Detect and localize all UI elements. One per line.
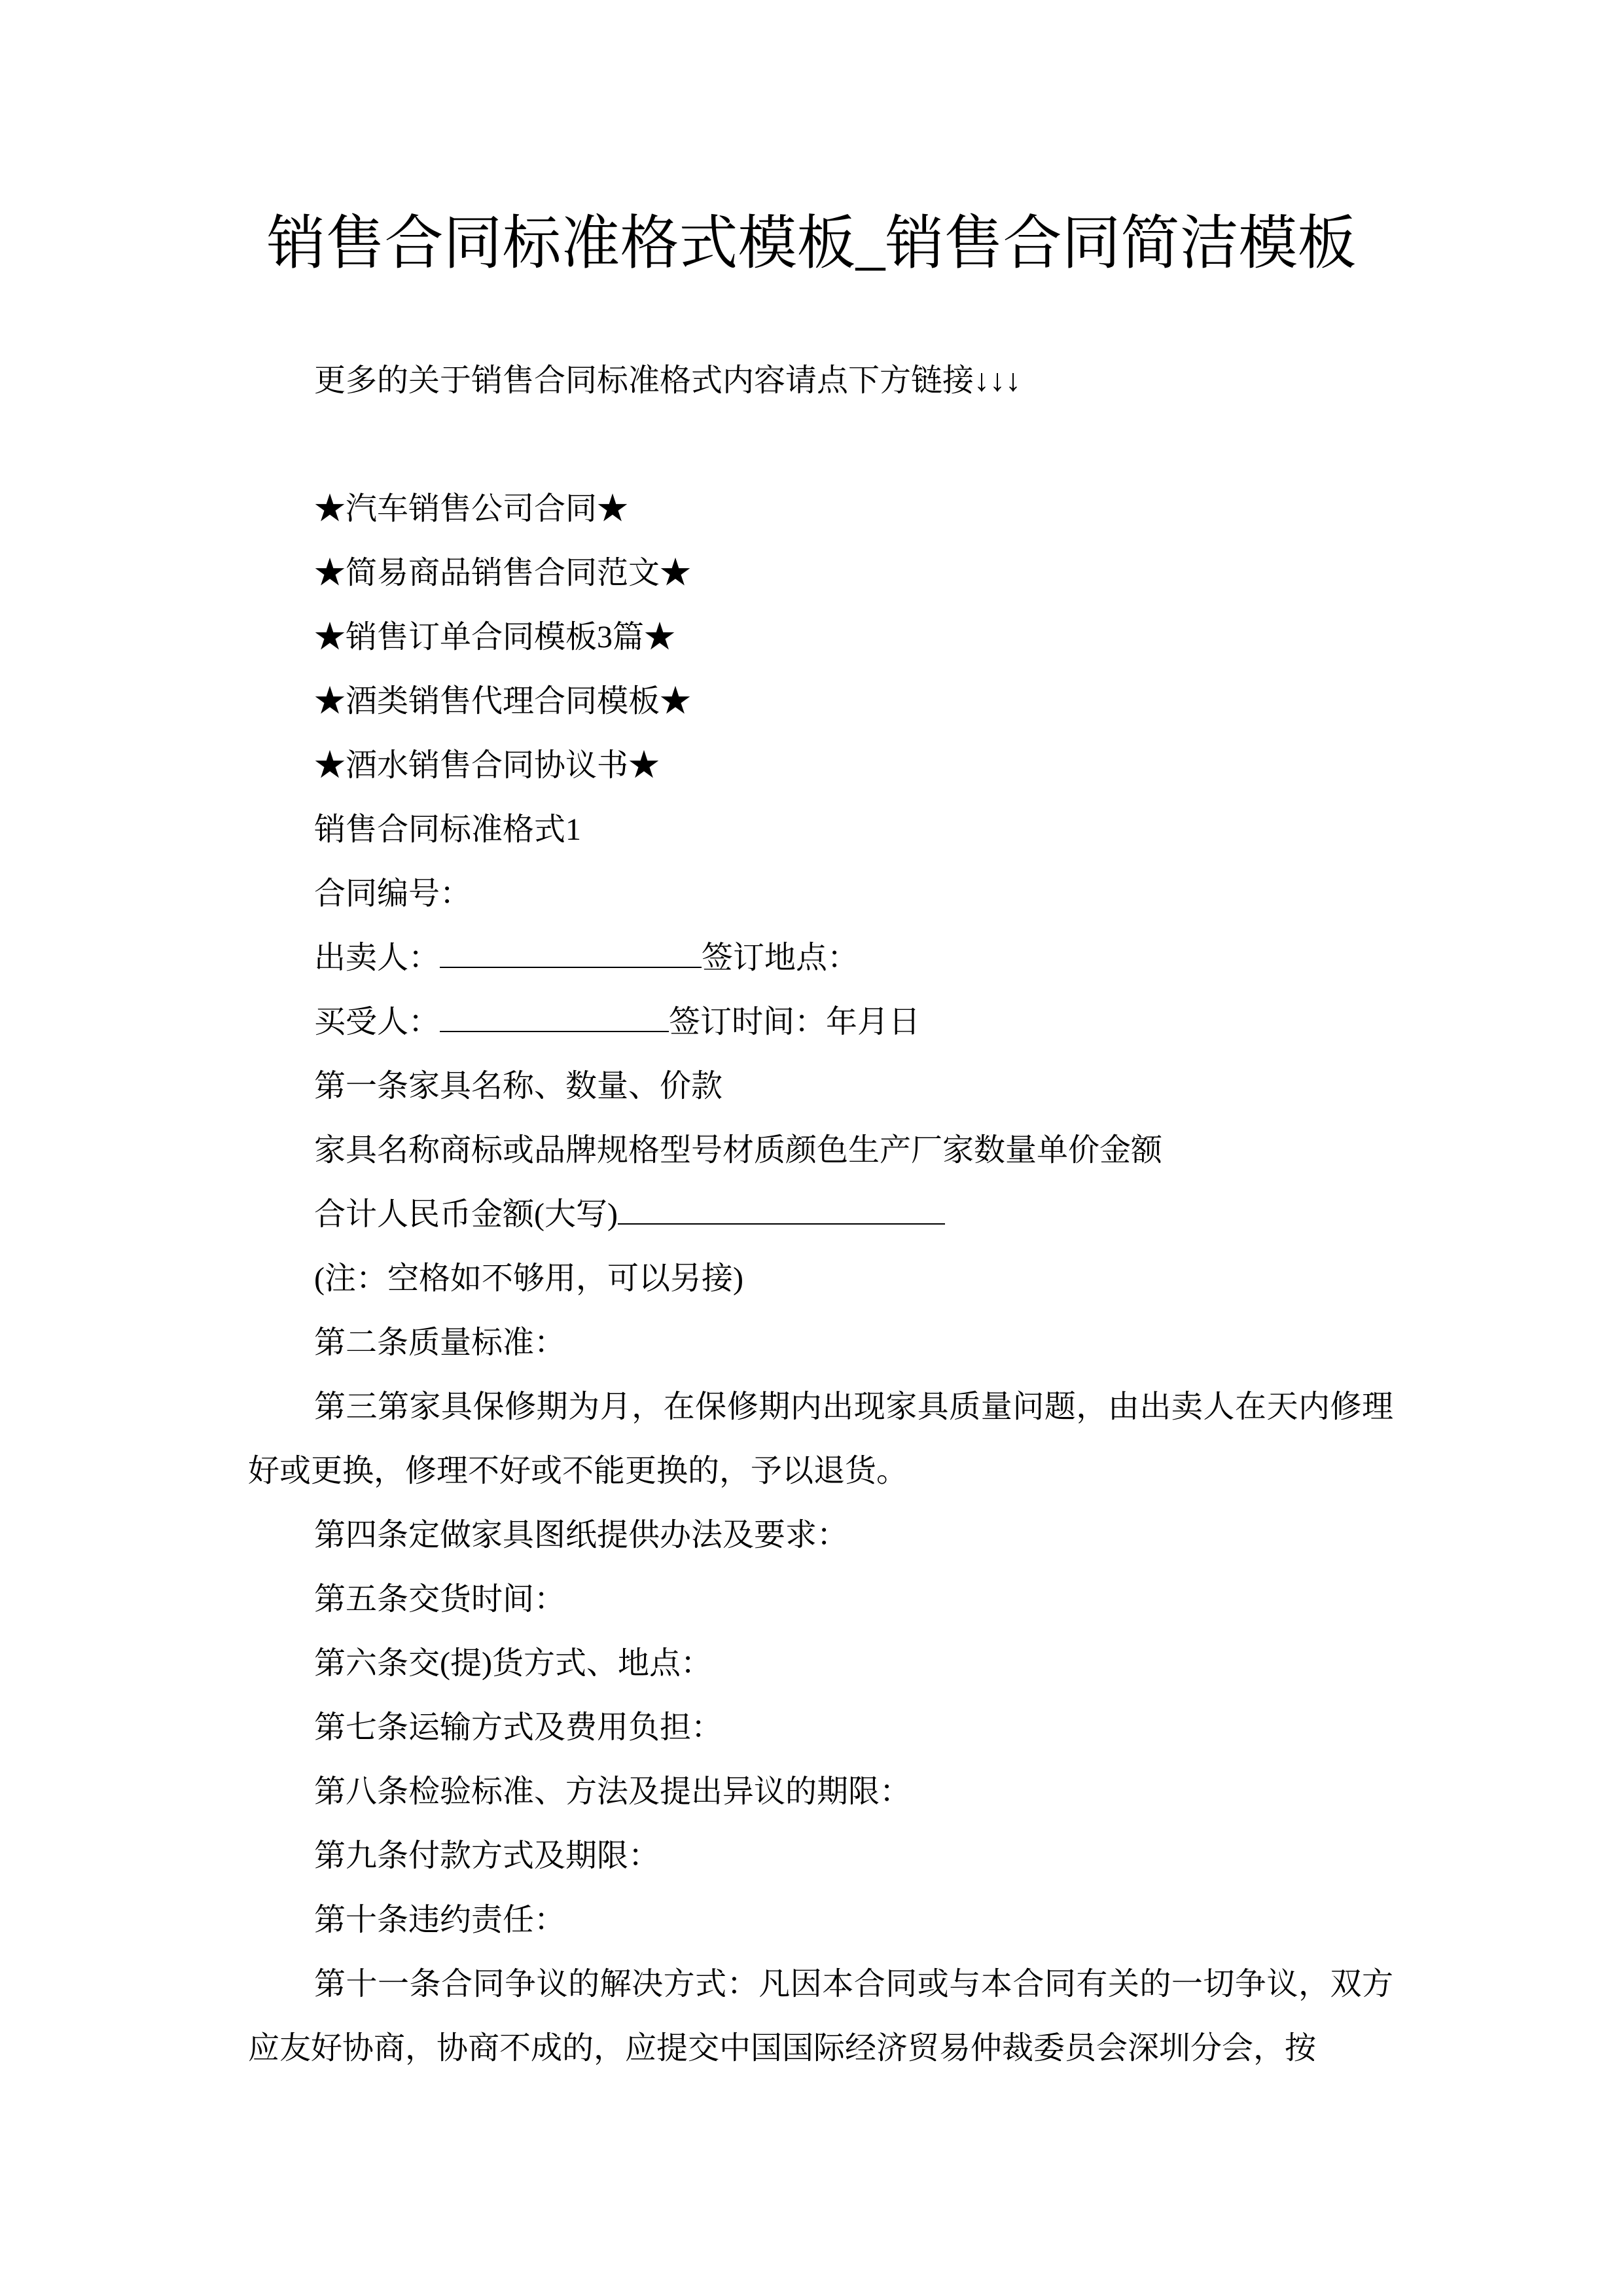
clause-1: 第一条家具名称、数量、价款 bbox=[314, 1069, 723, 1103]
seller-label: 出卖人： bbox=[314, 941, 440, 975]
link-sales-order-template[interactable]: ★销售订单合同模板3篇★ bbox=[314, 620, 676, 655]
total-amount-blank bbox=[618, 1197, 945, 1225]
sign-time-label: 签订时间：年月日 bbox=[669, 1005, 921, 1039]
link-simple-goods-contract[interactable]: ★简易商品销售合同范文★ bbox=[314, 556, 692, 590]
clause-7: 第七条运输方式及费用负担： bbox=[314, 1710, 723, 1745]
seller-line bbox=[248, 926, 1393, 990]
sign-place-label: 签订地点： bbox=[702, 941, 859, 975]
total-amount-line bbox=[248, 1183, 1393, 1247]
document-body bbox=[248, 349, 1393, 2081]
clause-3: 第三第家具保修期为月，在保修期内出现家具质量问题，由出卖人在天内修理好或更换，修理不好或不能更换的，予以退货。 bbox=[248, 1390, 1393, 1488]
buyer-label: 买受人： bbox=[314, 1005, 440, 1039]
clause-8: 第八条检验标准、方法及提出异议的期限： bbox=[314, 1774, 912, 1809]
link-car-sales-contract[interactable]: ★汽车销售公司合同★ bbox=[314, 492, 629, 526]
seller-blank bbox=[440, 941, 702, 968]
clause-2: 第二条质量标准： bbox=[314, 1325, 566, 1360]
intro-text: 更多的关于销售合同标准格式内容请点下方链接↓↓↓ bbox=[314, 363, 1022, 398]
spacer bbox=[248, 413, 1393, 477]
buyer-blank bbox=[440, 1005, 669, 1032]
clause-10: 第十条违约责任： bbox=[314, 1903, 566, 1937]
clause-4: 第四条定做家具图纸提供办法及要求： bbox=[314, 1518, 849, 1552]
clause-6: 第六条交(提)货方式、地点： bbox=[314, 1646, 712, 1681]
document-title: 销售合同标准格式模板_销售合同简洁模板 bbox=[266, 211, 1357, 276]
clause-5: 第五条交货时间： bbox=[314, 1582, 566, 1617]
total-amount-label: 合计人民币金额(大写) bbox=[314, 1197, 618, 1232]
contract-number: 合同编号： bbox=[314, 876, 472, 911]
section-title: 销售合同标准格式1 bbox=[314, 812, 582, 847]
clause-11: 第十一条合同争议的解决方式：凡因本合同或与本合同有关的一切争议，双方应友好协商，协商不成的，应提交中国国际经济贸易仲裁委员会深圳分会，按 bbox=[248, 1967, 1393, 2066]
link-liquor-agency-contract[interactable]: ★酒类销售代理合同模板★ bbox=[314, 684, 692, 719]
buyer-line bbox=[248, 990, 1393, 1054]
note: (注：空格如不够用，可以另接) bbox=[314, 1261, 743, 1296]
clause-1-columns: 家具名称商标或品牌规格型号材质颜色生产厂家数量单价金额 bbox=[314, 1133, 1163, 1168]
link-beverage-sales-agreement[interactable]: ★酒水销售合同协议书★ bbox=[314, 748, 660, 783]
clause-9: 第九条付款方式及期限： bbox=[314, 1839, 660, 1873]
